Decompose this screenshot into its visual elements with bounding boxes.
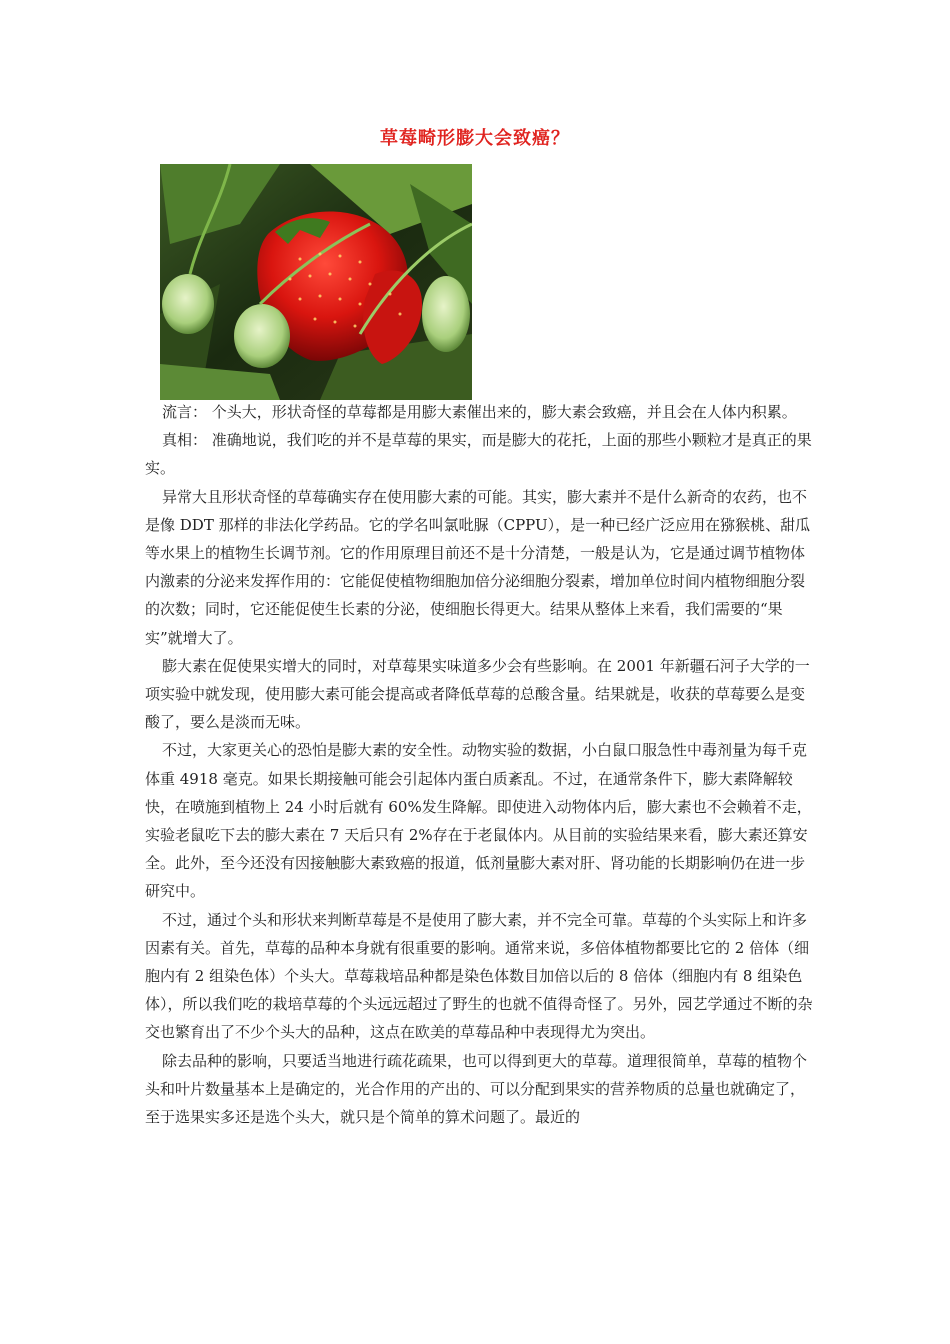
paragraph-variety: 不过，通过个头和形状来判断草莓是不是使用了膨大素，并不完全可靠。草莓的个头实际上和许多因素有关。首先，草莓的品种本身就有很重要的影响。通常来说，多倍体植物都要比它的 2 倍体（细胞内有 2 组染色体）个头大。草莓栽培品种都是染色体数目加倍以后的 8 倍体（细胞内有 8 组染色体），所以我们吃的栽培草莓的个头远远超过了野生的也就不值得奇怪了。另外，园艺学通过不断的杂交也繁育出了不少个头大的品种，这点在欧美的草莓品种中表现得尤为突出。 [145,910,813,1042]
paragraph-rumor: 流言： 个头大，形状奇怪的草莓都是用膨大素催出来的，膨大素会致癌，并且会在人体内积累。 [162,403,797,421]
article-body [145,398,815,1131]
paragraph-taste: 膨大素在促使果实增大的同时，对草莓果实味道多少会有些影响。在 2001 年新疆石河子大学的一项实验中就发现，使用膨大素可能会提高或者降低草莓的总酸含量。结果就是，收获的草莓要么是变酸了，要么是淡而无味。 [145,656,810,732]
paragraph-cppu: 异常大且形状奇怪的草莓确实存在使用膨大素的可能。其实，膨大素并不是什么新奇的农药，也不是像 DDT 那样的非法化学药品。它的学名叫氯吡脲（CPPU），是一种已经广泛应用在猕猴桃、甜瓜等水果上的植物生长调节剂。它的作用原理目前还不是十分清楚，一般是认为，它是通过调节植物体内激素的分泌来发挥作用的：它能促使植物细胞加倍分泌细胞分裂素，增加单位时间内植物细胞分裂的次数；同时，它还能促使生长素的分泌，使细胞长得更大。结果从整体上来看，我们需要的“果实”就增大了。 [145,487,811,647]
page-title: 草莓畸形膨大会致癌？ [380,128,570,149]
paragraph-safety: 不过，大家更关心的恐怕是膨大素的安全性。动物实验的数据，小白鼠口服急性中毒剂量为每千克体重 4918 毫克。如果长期接触可能会引起体内蛋白质紊乱。不过，在通常条件下，膨大素降解较快，在喷施到植物上 24 小时后就有 60%发生降解。即使进入动物体内后，膨大素也不会赖着不走，实验老鼠吃下去的膨大素在 7 天后只有 2%存在于老鼠体内。从目前的实验结果来看，膨大素还算安全。此外，至今还没有因接触膨大素致癌的报道，低剂量膨大素对肝、肾功能的长期影响仍在进一步研究中。 [145,741,812,901]
strawberry-photo [160,164,472,400]
paragraph-truth: 真相： 准确地说，我们吃的并不是草莓的果实，而是膨大的花托，上面的那些小颗粒才是真正的果实。 [145,431,812,478]
paragraph-thinning: 除去品种的影响，只要适当地进行疏花疏果，也可以得到更大的草莓。道理很简单，草莓的植物个头和叶片数量基本上是确定的，光合作用的产出的、可以分配到果实的营养物质的总量也就确定了，至于选果实多还是选个头大，就只是个简单的算术问题了。最近的 [145,1051,808,1127]
